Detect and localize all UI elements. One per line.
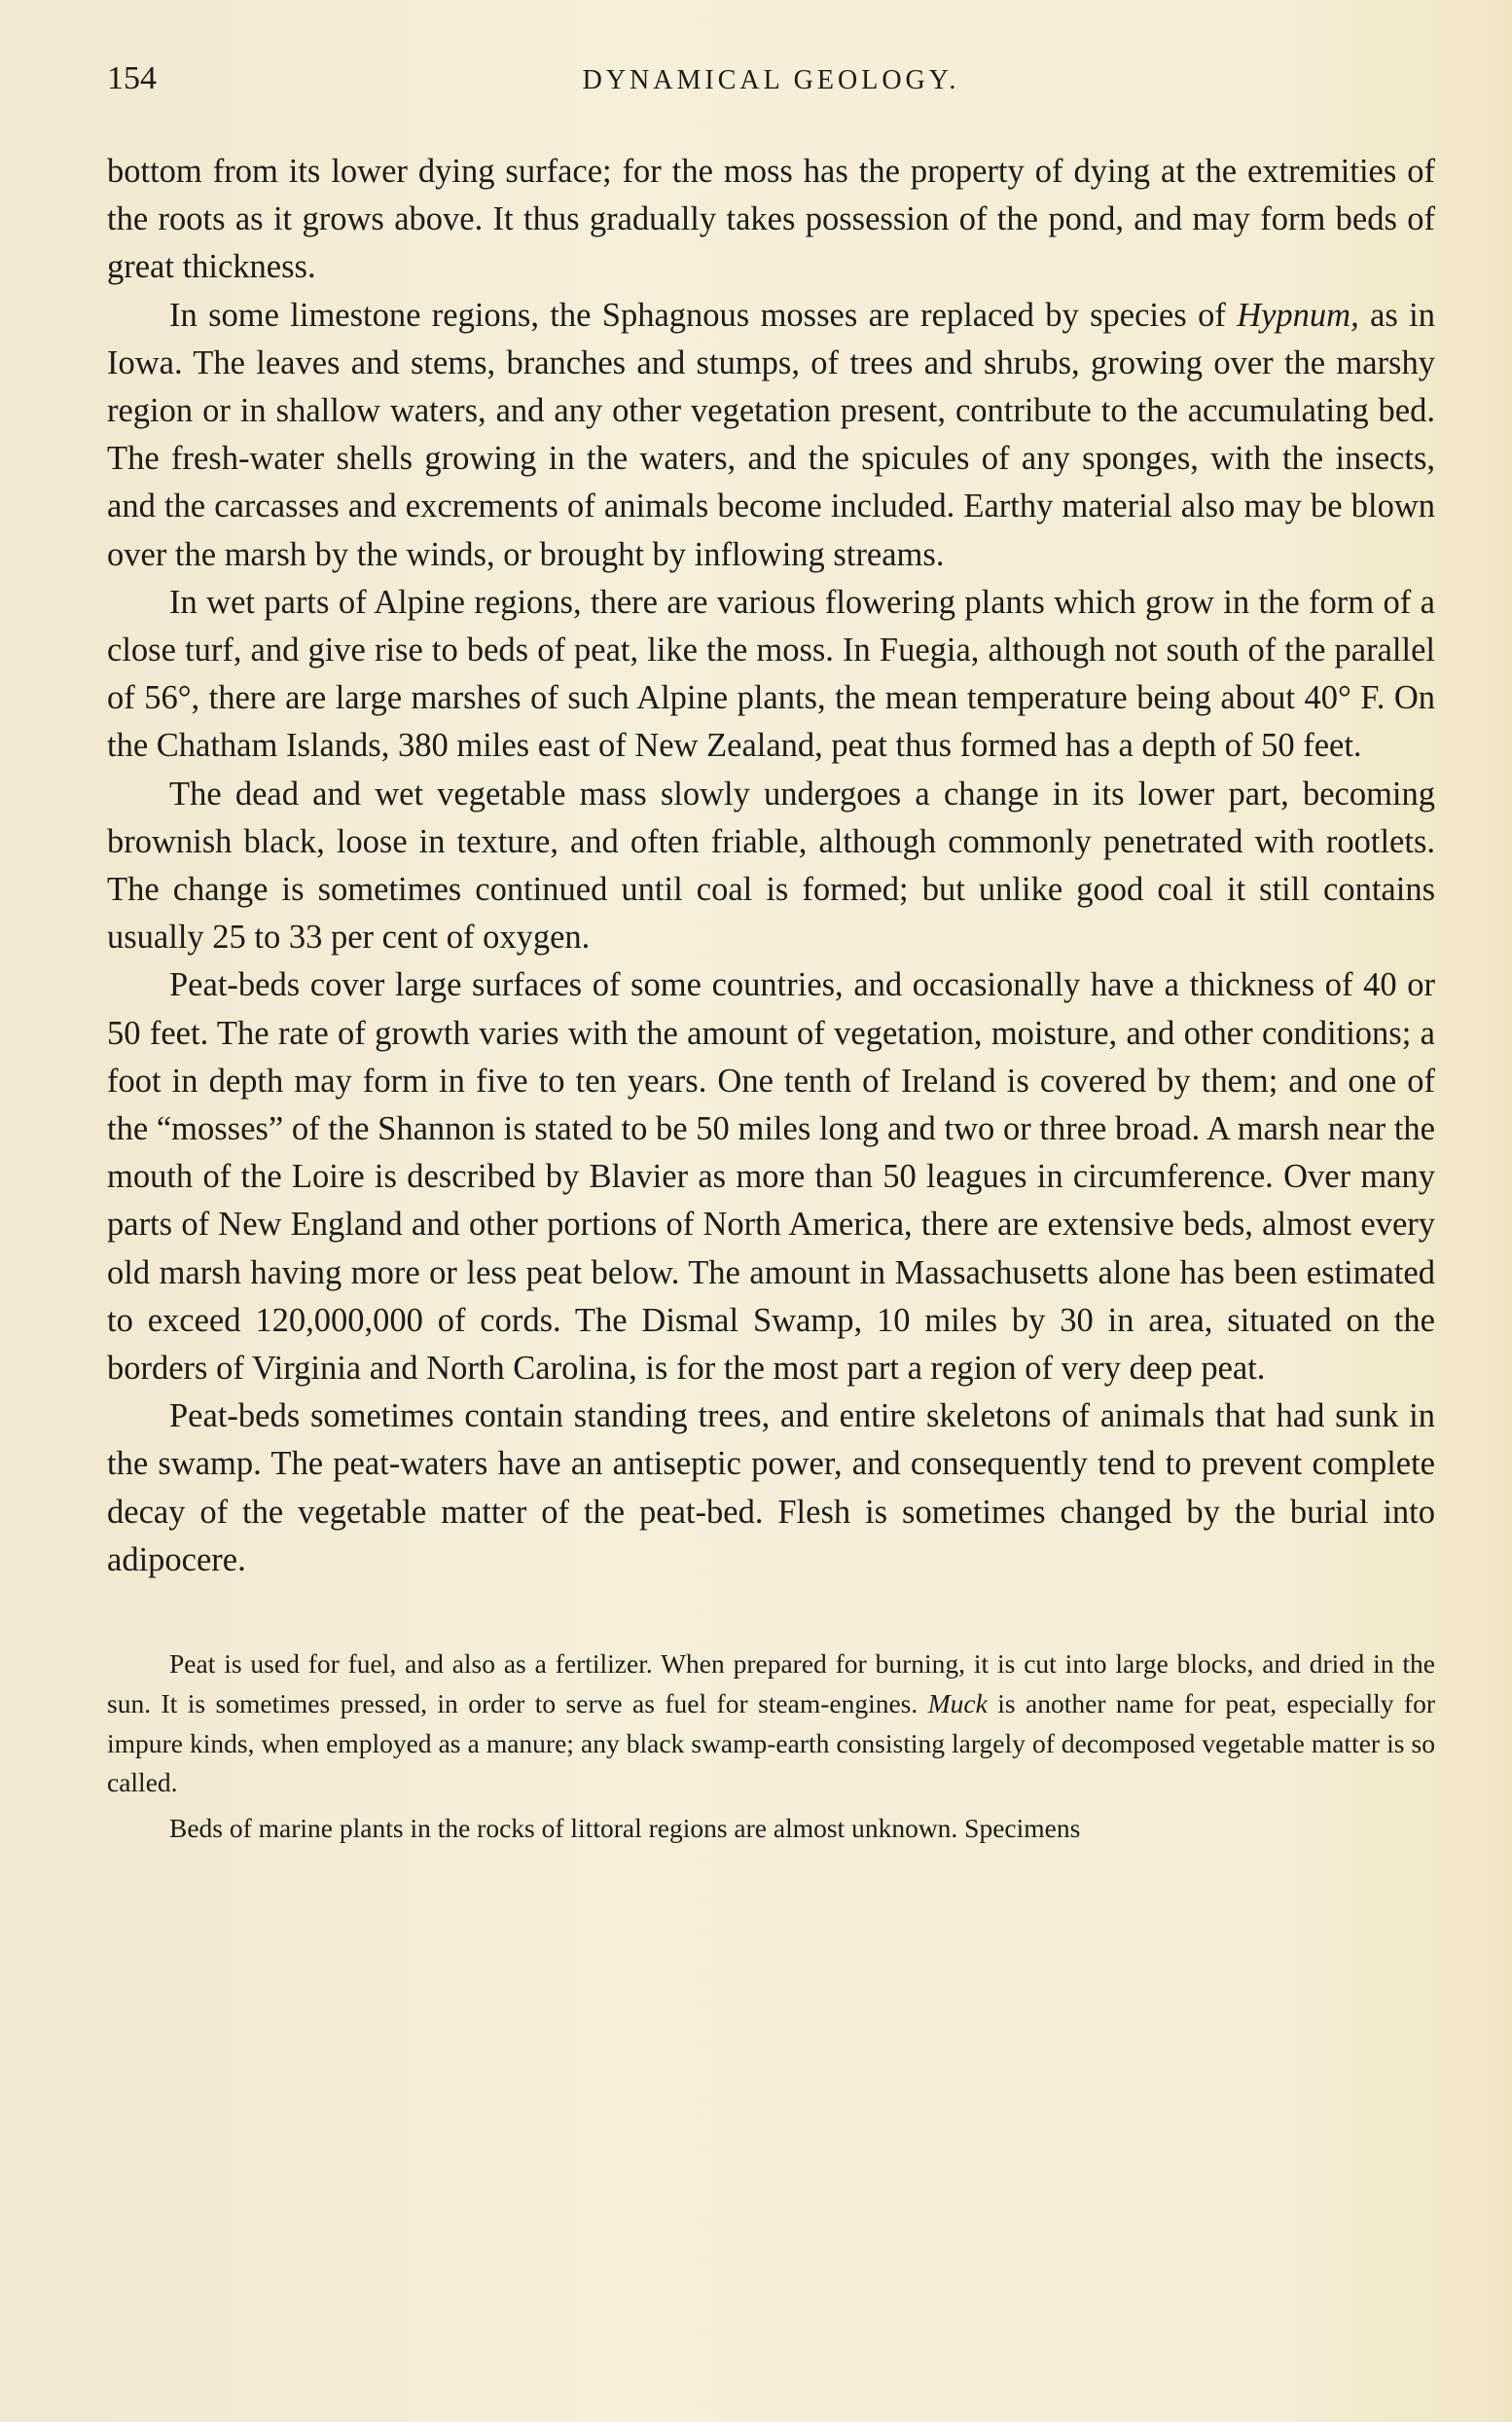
note-1 [107, 1645, 1435, 1803]
paragraph-1-text: bottom from its lower dying surface; for the moss has the property of dying at the extremities of the roots as it grows above. It thus gradually takes possession of the pond, and may form beds of great thickness. [107, 153, 1435, 286]
body-text [107, 148, 1435, 1584]
paragraph-4 [107, 771, 1435, 962]
book-page [107, 60, 1435, 1849]
page-number: 154 [107, 60, 157, 96]
note-1-italic-term: Muck [927, 1687, 988, 1718]
paragraph-3-text: In wet parts of Alpine regions, there are various flowering plants which grow in the form of a close turf, and give rise to beds of peat, like the moss. In Fuegia, although not south of the parallel of 56°, there are large marshes of such Alpine plants, the mean temperature being about 40° F. On the Chatham Islands, 380 miles east of New Zealand, peat thus formed has a depth of 50 feet. [107, 583, 1435, 765]
running-head: DYNAMICAL GEOLOGY. [582, 65, 960, 95]
page-header [107, 60, 1435, 119]
paragraph-6 [107, 1392, 1435, 1584]
paragraph-5-text: Peat-beds cover large surfaces of some countries, and occasionally have a thickness of 40 or 50 feet. The rate of growth varies with the amount of vegetation, moisture, and other conditions; a foot in depth may form in five to ten years. One tenth of Ireland is covered by them; and one of the “mosses” of the Shannon is stated to be 50 miles long and two or three broad. A marsh near the mouth of the Loire is described by Blavier as more than 50 leagues in circumference. Over many parts of New England and other portions of North America, there are extensive beds, almost every old marsh having more or less peat below. The amount in Massachusetts alone has been estimated to exceed 120,000,000 of cords. The Dismal Swamp, 10 miles by 30 in area, situated on the borders of Virginia and North Carolina, is for the most part a region of very deep peat. [107, 966, 1435, 1388]
paragraph-6-text: Peat-beds sometimes contain standing trees, and entire skeletons of animals that had sunk in the swamp. The peat-waters have an antiseptic power, and consequently tend to prevent complete decay of the vegetable matter of the peat-bed. Flesh is sometimes changed by the burial into adipocere. [107, 1397, 1435, 1578]
paragraph-1 [107, 148, 1435, 292]
note-1-text-start: Peat is used for fuel, and also as a fertilizer. When prepared for burning, it is cut into large blocks, and dried in the sun. It is sometimes pressed, in order to serve as fuel for steam-engines. [107, 1648, 1435, 1718]
paragraph-2-italic-term: Hypnum, [1237, 296, 1359, 334]
paragraph-3 [107, 579, 1435, 771]
paragraph-4-text: The dead and wet vegetable mass slowly undergoes a change in its lower part, becoming brownish black, loose in texture, and often friable, although commonly penetrated with rootlets. The change is sometimes continued until coal is formed; but unlike good coal it still contains usually 25 to 33 per cent of oxygen. [107, 775, 1435, 957]
note-2-text: Beds of marine plants in the rocks of littoral regions are almost unknown. Specimens [169, 1813, 1081, 1844]
paragraph-5 [107, 961, 1435, 1392]
note-2 [107, 1809, 1435, 1849]
small-print-notes [107, 1645, 1435, 1849]
note-1-text-end: is another name for peat, especially for impure kinds, when employed as a manure; any black swamp-earth consisting largely of decomposed vegetable matter is so called. [107, 1687, 1435, 1798]
paragraph-2-text-end: as in Iowa. The leaves and stems, branches and stumps, of trees and shrubs, growing over the marshy region or in shallow waters, and any other vegetation present, contribute to the accumulating bed. The fresh-water shells growing in the waters, and the spicules of any sponges, with the insects, and the carcasses and excrements of animals become included. Earthy material also may be blown over the marsh by the winds, or brought by inflowing streams. [107, 296, 1435, 573]
paragraph-2-text-start: In some limestone regions, the Sphagnous mosses are replaced by species of [169, 296, 1238, 334]
paragraph-2 [107, 292, 1435, 579]
